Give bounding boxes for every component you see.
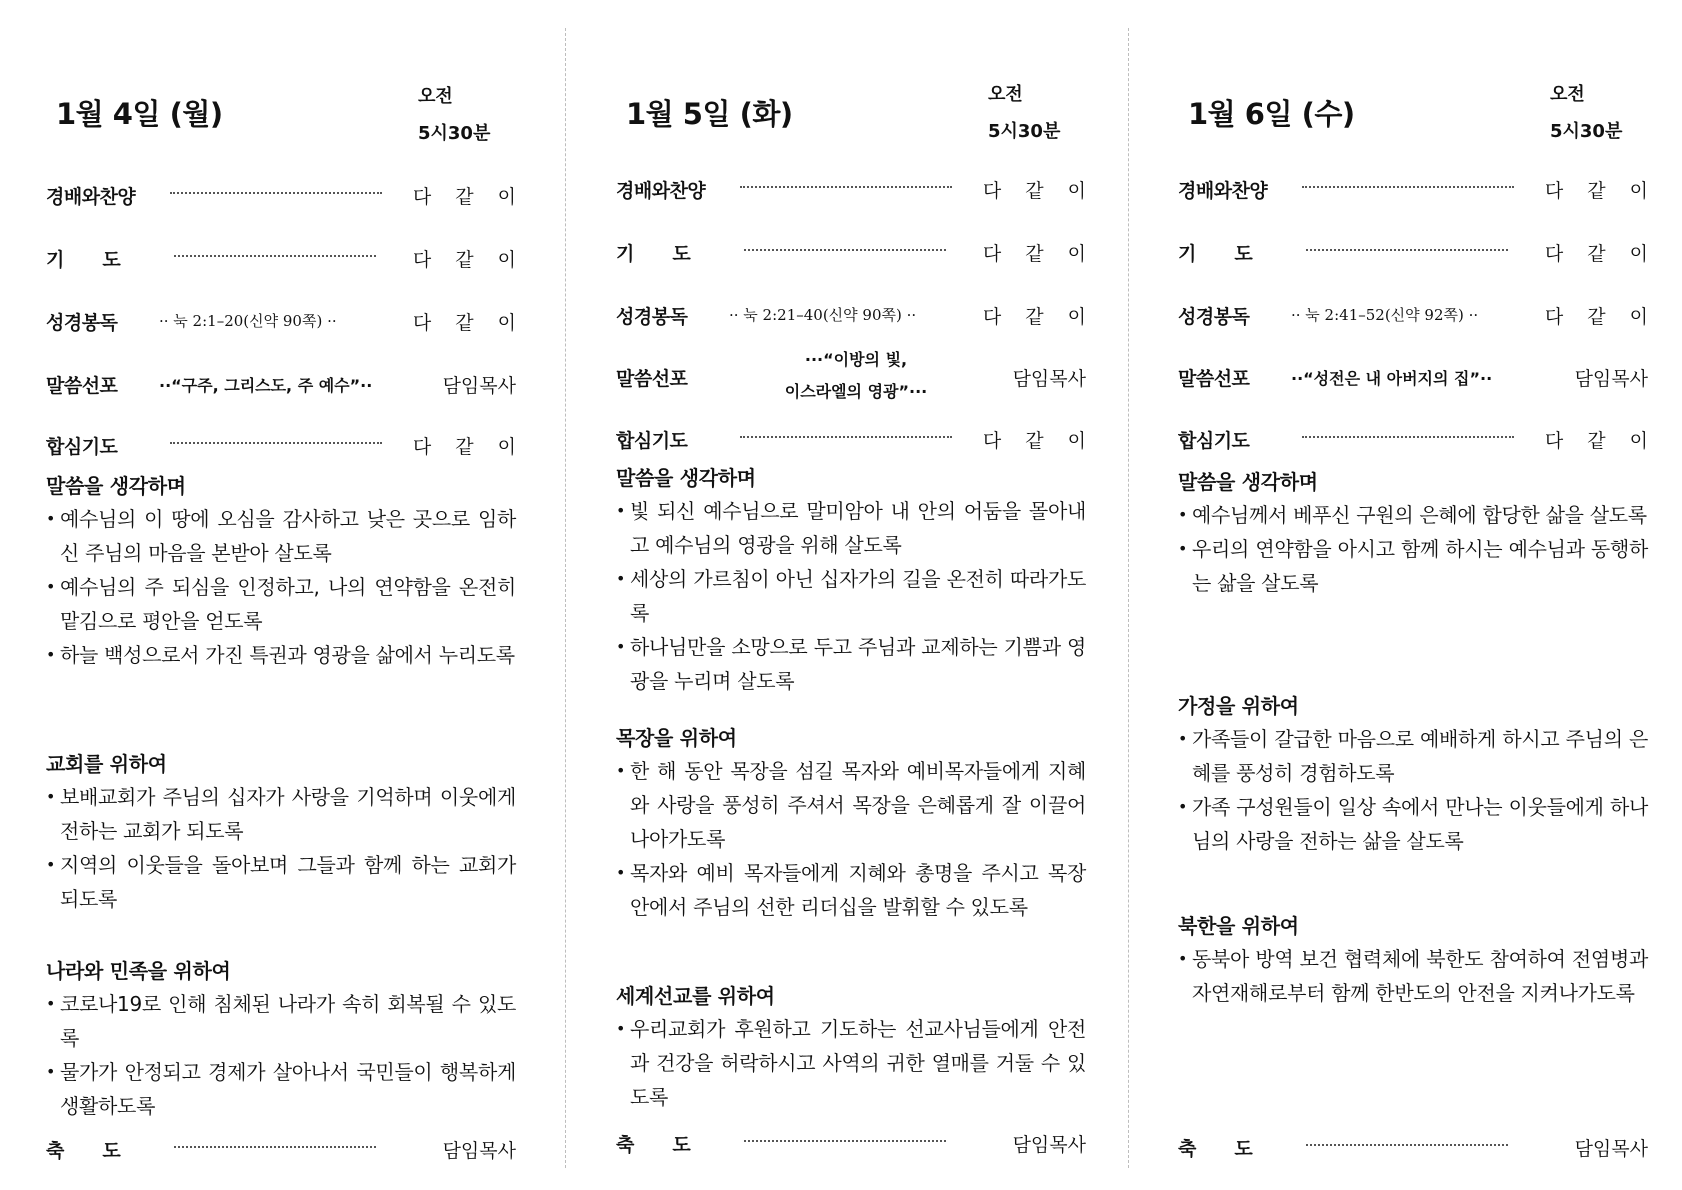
order-row-scripture	[1178, 294, 1657, 334]
prayer-section	[46, 955, 516, 1123]
time-ampm: 오전	[1550, 84, 1585, 105]
order-row-scripture	[616, 294, 1095, 334]
leader-dots	[174, 1146, 376, 1148]
order-row-sermon	[46, 363, 516, 403]
order-label: 기도	[616, 243, 729, 265]
order-label: 기도	[46, 249, 159, 271]
prayer-item: • 보배교회가 주님의 십자가 사랑을 기억하며 이웃에게 전하는 교회가 되도록	[46, 780, 516, 848]
order-leader: 다 같 이	[412, 249, 525, 271]
time-ampm: 오전	[418, 86, 453, 107]
order-row-worship	[616, 168, 1095, 208]
prayer-section	[616, 462, 1086, 698]
day-column-2	[616, 0, 1116, 1190]
service-time	[988, 76, 1060, 150]
time-clock: 5시30분	[418, 123, 491, 144]
order-label: 말씀선포	[1178, 368, 1250, 390]
prayer-item: • 코로나19로 인해 침체된 나라가 속히 회복될 수 있도록	[46, 987, 516, 1055]
order-row-benediction	[616, 1122, 1086, 1162]
order-leader: 다 같 이	[1544, 243, 1657, 265]
order-leader: 다 같 이	[982, 243, 1095, 265]
leader-dots	[1306, 1144, 1508, 1146]
day-column-3	[1178, 0, 1678, 1190]
order-label: 성경봉독	[616, 306, 688, 328]
prayer-item: • 하나님만을 소망으로 두고 주님과 교제하는 기쁨과 영광을 누리며 살도록	[616, 630, 1086, 698]
order-row-scripture	[46, 300, 525, 340]
prayer-section	[46, 748, 516, 916]
leader-dots	[170, 192, 382, 194]
prayer-item: • 예수님께서 베푸신 구원의 은혜에 합당한 삶을 살도록	[1178, 498, 1648, 532]
order-label: 기도	[1178, 243, 1291, 265]
order-label: 성경봉독	[46, 312, 118, 334]
section-title: 세계선교를 위하여	[616, 984, 775, 1008]
order-row-worship	[46, 174, 525, 214]
section-title: 나라와 민족을 위하여	[46, 959, 231, 983]
sermon-title-line1: ···“이방의 빛,	[804, 350, 908, 369]
time-ampm: 오전	[988, 84, 1023, 105]
order-label: 성경봉독	[1178, 306, 1250, 328]
prayer-item: • 우리교회가 후원하고 기도하는 선교사님들에게 안전과 건강을 허락하시고 사역의 귀한 열매를 거둘 수 있도록	[616, 1012, 1086, 1114]
prayer-item: • 빛 되신 예수님으로 말미암아 내 안의 어둠을 몰아내고 예수님의 영광을 위해 살도록	[616, 494, 1086, 562]
leader-dots	[740, 186, 952, 188]
leader-dots	[740, 436, 952, 438]
order-row-benediction	[1178, 1126, 1648, 1166]
prayer-item: • 예수님의 주 되심을 인정하고, 나의 연약함을 온전히 맡김으로 평안을 얻도록	[46, 570, 516, 638]
scripture-reference: ·· 눅 2:21–40(신약 90쪽) ··	[729, 306, 917, 324]
service-time	[1550, 76, 1622, 150]
section-title: 가정을 위하여	[1178, 694, 1299, 718]
order-leader: 다 같 이	[412, 436, 525, 458]
order-label: 말씀선포	[616, 368, 688, 390]
prayer-item: • 지역의 이웃들을 돌아보며 그들과 함께 하는 교회가 되도록	[46, 848, 516, 916]
order-leader: 담임목사	[1012, 368, 1086, 390]
sermon-title: ··“구주, 그리스도, 주 예수”··	[159, 376, 373, 395]
service-time	[418, 78, 490, 152]
prayer-section	[46, 470, 516, 672]
section-title: 북한을 위하여	[1178, 914, 1299, 938]
order-leader: 담임목사	[1574, 1138, 1648, 1160]
order-label: 합심기도	[1178, 430, 1250, 452]
order-leader: 다 같 이	[1544, 306, 1657, 328]
scripture-reference: ·· 눅 2:1–20(신약 90쪽) ··	[159, 312, 337, 330]
order-row-sermon	[1178, 356, 1648, 396]
section-title: 말씀을 생각하며	[616, 466, 756, 490]
order-row-group-prayer	[46, 424, 525, 464]
order-leader: 담임목사	[1574, 368, 1648, 390]
order-row-prayer	[1178, 231, 1657, 271]
section-title: 말씀을 생각하며	[46, 474, 186, 498]
section-title: 교회를 위하여	[46, 752, 167, 776]
sermon-title: ··“성전은 내 아버지의 집”··	[1291, 369, 1493, 388]
prayer-item: • 동북아 방역 보건 협력체에 북한도 참여하여 전염병과 자연재해로부터 함께 한반도의 안전을 지켜나가도록	[1178, 942, 1648, 1010]
prayer-section	[616, 980, 1086, 1114]
order-row-worship	[1178, 168, 1657, 208]
order-row-prayer	[46, 237, 525, 277]
day-date: 1월 6일 (수)	[1188, 97, 1355, 131]
order-row-group-prayer	[616, 418, 1095, 458]
leader-dots	[174, 255, 376, 257]
order-row-prayer	[616, 231, 1095, 271]
prayer-item: • 목자와 예비 목자들에게 지혜와 총명을 주시고 목장 안에서 주님의 선한 리더십을 발휘할 수 있도록	[616, 856, 1086, 924]
order-label: 말씀선포	[46, 375, 118, 397]
prayer-item: • 예수님의 이 땅에 오심을 감사하고 낮은 곳으로 임하신 주님의 마음을 본받아 살도록	[46, 502, 516, 570]
order-label: 합심기도	[46, 436, 118, 458]
sermon-title	[736, 344, 976, 408]
column-divider	[565, 28, 566, 1168]
prayer-item: • 하늘 백성으로서 가진 특권과 영광을 삶에서 누리도록	[46, 638, 516, 672]
leader-dots	[1302, 436, 1514, 438]
day-date: 1월 5일 (화)	[626, 97, 793, 131]
order-label: 합심기도	[616, 430, 688, 452]
prayer-section	[1178, 910, 1648, 1010]
scripture-reference: ·· 눅 2:41–52(신약 92쪽) ··	[1291, 306, 1479, 324]
order-label: 경배와찬양	[616, 180, 706, 202]
prayer-section	[1178, 466, 1648, 600]
leader-dots	[744, 249, 946, 251]
order-label: 축도	[1178, 1138, 1291, 1160]
order-leader: 다 같 이	[982, 306, 1095, 328]
prayer-item: • 가족들이 갈급한 마음으로 예배하게 하시고 주님의 은혜를 풍성히 경험하도록	[1178, 722, 1648, 790]
prayer-section	[616, 722, 1086, 924]
prayer-item: • 한 해 동안 목장을 섬길 목자와 예비목자들에게 지혜와 사랑을 풍성히 주셔서 목장을 은혜롭게 잘 이끌어 나아가도록	[616, 754, 1086, 856]
order-label: 경배와찬양	[46, 186, 136, 208]
order-label: 경배와찬양	[1178, 180, 1268, 202]
order-leader: 다 같 이	[982, 180, 1095, 202]
section-title: 말씀을 생각하며	[1178, 470, 1318, 494]
order-label: 축도	[46, 1140, 159, 1162]
section-title: 목장을 위하여	[616, 726, 737, 750]
column-divider	[1128, 28, 1129, 1168]
prayer-item: • 세상의 가르침이 아닌 십자가의 길을 온전히 따라가도록	[616, 562, 1086, 630]
time-clock: 5시30분	[988, 121, 1061, 142]
order-row-group-prayer	[1178, 418, 1657, 458]
leader-dots	[744, 1140, 946, 1142]
prayer-item: • 물가가 안정되고 경제가 살아나서 국민들이 행복하게 생활하도록	[46, 1055, 516, 1123]
order-label: 축도	[616, 1134, 729, 1156]
prayer-section	[1178, 690, 1648, 858]
order-leader: 담임목사	[442, 1140, 516, 1162]
prayer-item: • 가족 구성원들이 일상 속에서 만나는 이웃들에게 하나님의 사랑을 전하는 삶을 살도록	[1178, 790, 1648, 858]
prayer-item: • 우리의 연약함을 아시고 함께 하시는 예수님과 동행하는 삶을 살도록	[1178, 532, 1648, 600]
order-row-benediction	[46, 1128, 516, 1168]
order-leader: 다 같 이	[1544, 430, 1657, 452]
time-clock: 5시30분	[1550, 121, 1623, 142]
order-leader: 다 같 이	[412, 312, 525, 334]
sermon-title-line2: 이스라엘의 영광”···	[784, 382, 928, 401]
order-leader: 다 같 이	[412, 186, 525, 208]
order-leader: 다 같 이	[1544, 180, 1657, 202]
leader-dots	[1306, 249, 1508, 251]
leader-dots	[170, 442, 382, 444]
day-date: 1월 4일 (월)	[56, 97, 223, 131]
day-column-1	[46, 0, 546, 1190]
order-leader: 다 같 이	[982, 430, 1095, 452]
order-leader: 담임목사	[1012, 1134, 1086, 1156]
order-leader: 담임목사	[442, 375, 516, 397]
leader-dots	[1302, 186, 1514, 188]
